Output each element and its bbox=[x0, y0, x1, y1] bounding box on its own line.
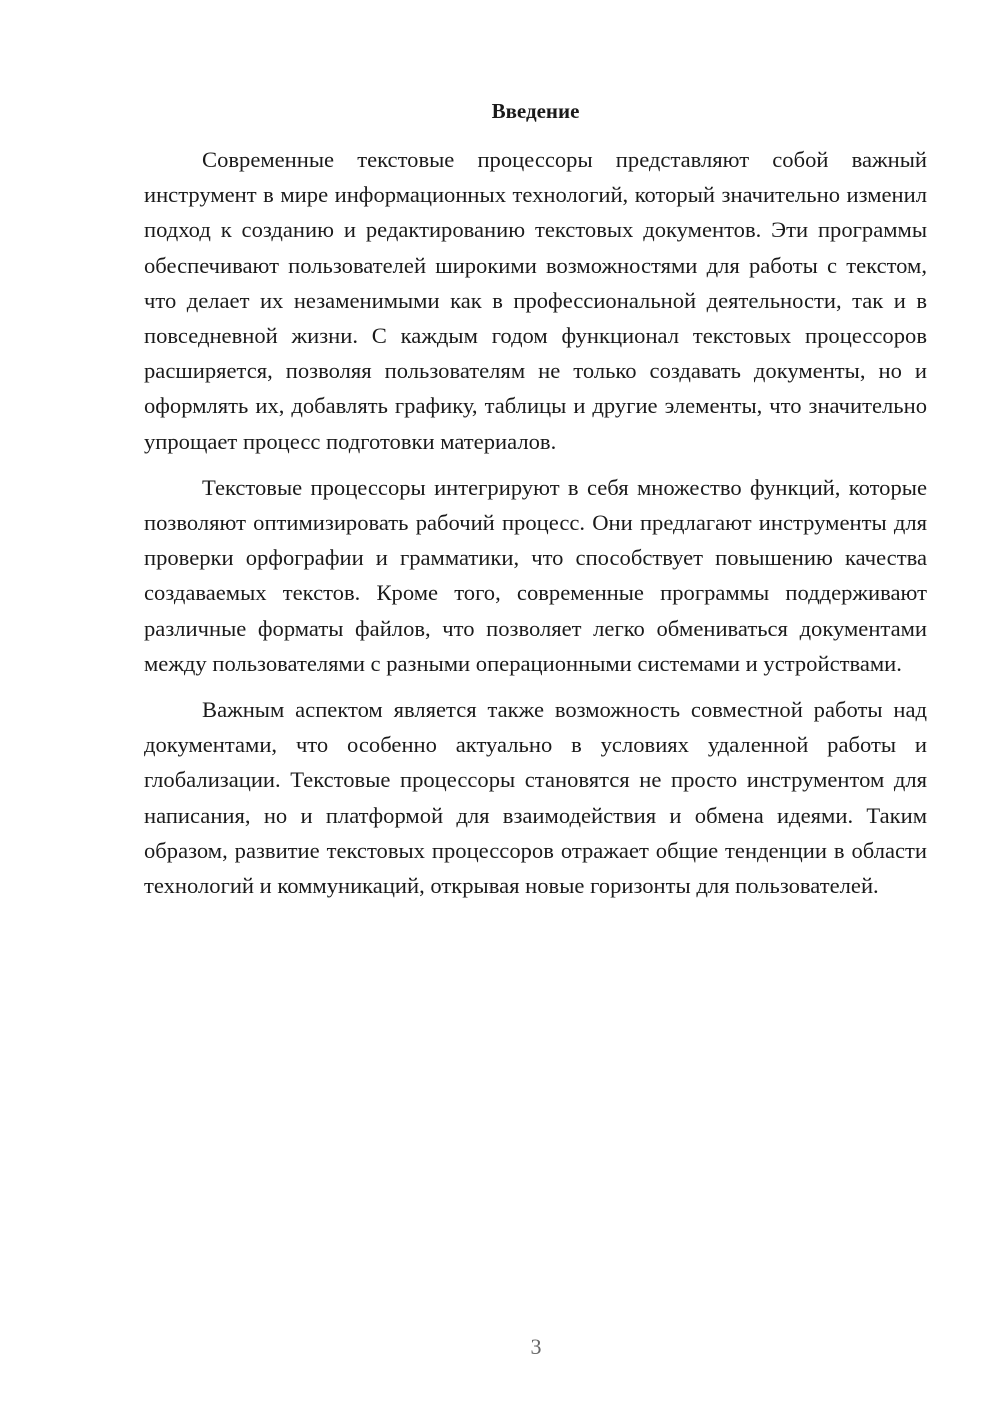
page-number: 3 bbox=[530, 1334, 542, 1359]
paragraph-1: Современные текстовые процессоры представляют собой важный инструмент в мире информационных технологий, который значительно изменил подход к созданию и редактированию текстовых документов. Эти программы обеспечивают пользователей широкими возможностями для работы с текстом, что делает их незаменимыми как в профессиональной деятельности, так и в повседневной жизни. С каждым годом функционал текстовых процессоров расширяется, позволяя пользователям не только создавать документы, но и оформлять их, добавлять графику, таблицы и другие элементы, что значительно упрощает процесс подготовки материалов. bbox=[144, 147, 927, 454]
section-heading: Введение bbox=[491, 99, 580, 123]
paragraph-3: Важным аспектом является также возможность совместной работы над документами, что особенно актуально в условиях удаленной работы и глобализации. Текстовые процессоры становятся не просто инструментом для написания, но и платформой для взаимодействия и обмена идеями. Таким образом, развитие текстовых процессоров отражает общие тенденции в области технологий и коммуникаций, открывая новые горизонты для пользователей. bbox=[144, 697, 927, 899]
body-text bbox=[144, 142, 927, 903]
paragraph-2: Текстовые процессоры интегрируют в себя множество функций, которые позволяют оптимизировать рабочий процесс. Они предлагают инструменты для проверки орфографии и грамматики, что способствует повышению качества создаваемых текстов. Кроме того, современные программы поддерживают различные форматы файлов, что позволяет легко обмениваться документами между пользователями с разными операционными системами и устройствами. bbox=[144, 474, 927, 676]
